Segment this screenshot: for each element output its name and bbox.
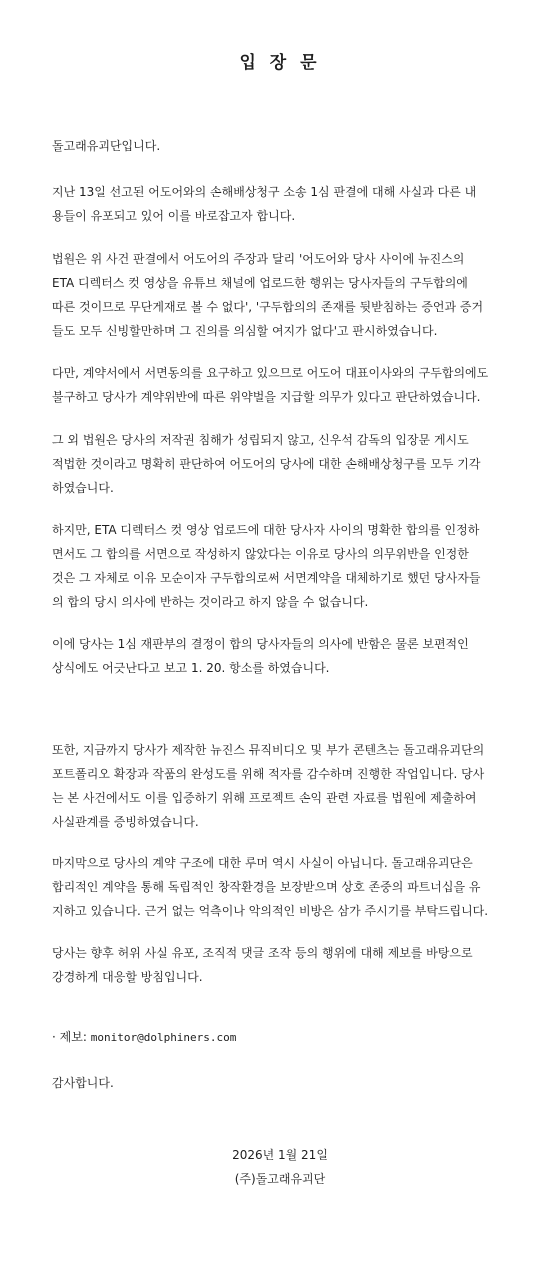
signature: (주)돌고래유괴단 — [234, 1172, 326, 1186]
paragraph-line: 그 외 법원은 당사의 저작권 침해가 성립되지 않고, 신우석 감독의 입장문 게시도 — [52, 433, 469, 447]
document-title: 입 장 문 — [239, 53, 321, 73]
paragraph-line: 불구하고 당사가 계약위반에 따른 위약벌을 지급할 의무가 있다고 판단하였습니다. — [52, 390, 481, 404]
closing: 감사합니다. — [52, 1076, 114, 1090]
contact-email[interactable]: monitor@dolphiners.com — [90, 1031, 237, 1044]
paragraph-line: 당사는 향후 허위 사실 유포, 조직적 댓글 조작 등의 행위에 대해 제보를 바탕으로 — [52, 946, 473, 960]
paragraph-line: 것은 그 자체로 이유 모순이자 구두합의로써 서면계약을 대체하기로 했던 당사자들 — [52, 571, 481, 585]
paragraph-line: 따른 것이므로 무단게재로 볼 수 없다', '구두합의의 존재를 뒷받침하는 증언과 증거 — [52, 300, 484, 314]
paragraph-line: 법원은 위 사건 판결에서 어도어의 주장과 달리 '어도어와 당사 사이에 뉴진스의 — [52, 252, 465, 266]
bullet: · — [52, 1030, 56, 1044]
paragraph-3 — [52, 361, 510, 409]
paragraph-line: 사실관계를 증빙하였습니다. — [52, 815, 199, 829]
paragraph-line: 강경하게 대응할 방침입니다. — [52, 970, 203, 984]
paragraph-line: 상식에도 어긋난다고 보고 1. 20. 항소를 하였습니다. — [52, 661, 330, 675]
paragraph-line: 면서도 그 합의를 서면으로 작성하지 않았다는 이유로 당사의 의무위반을 인정한 — [52, 547, 469, 561]
paragraph-9 — [52, 941, 510, 989]
paragraph-line: 적법한 것이라고 명확히 판단하여 어도어의 당사에 대한 손해배상청구를 모두 기각 — [52, 457, 481, 471]
paragraph-5 — [52, 518, 510, 614]
paragraph-1 — [52, 180, 510, 228]
contact-label: 제보: — [59, 1030, 87, 1044]
paragraph-line: ETA 디렉터스 컷 영상을 유튜브 채널에 업로드한 행위는 당사자들의 구두합의에 — [52, 276, 468, 290]
greeting-line: 돌고래유괴단입니다. — [52, 139, 161, 153]
paragraph-line: 용들이 유포되고 있어 이를 바로잡고자 합니다. — [52, 209, 296, 223]
paragraph-line: 마지막으로 당사의 계약 구조에 대한 루머 역시 사실이 아닙니다. 돌고래유괴단은 — [52, 856, 473, 870]
paragraph-line: 또한, 지금까지 당사가 제작한 뉴진스 뮤직비디오 및 부가 콘텐츠는 돌고래유괴단의 — [52, 743, 485, 757]
paragraph-2 — [52, 247, 510, 343]
greeting — [52, 134, 510, 158]
paragraph-line: 다만, 계약서에서 서면동의를 요구하고 있으므로 어도어 대표이사와의 구두합의에도 — [52, 366, 489, 380]
paragraph-line: 지난 13일 선고된 어도어와의 손해배상청구 소송 1심 판결에 대해 사실과 다른 내 — [52, 185, 477, 199]
paragraph-line: 의 합의 당시 의사에 반하는 것이라고 하지 않을 수 없습니다. — [52, 595, 369, 609]
contact-line — [52, 1025, 510, 1050]
paragraph-4 — [52, 428, 510, 500]
paragraph-line: 지하고 있습니다. 근거 없는 억측이나 악의적인 비방은 삼가 주시기를 부탁드립니다. — [52, 904, 489, 918]
paragraph-7 — [52, 738, 510, 834]
paragraph-line: 하였습니다. — [52, 481, 114, 495]
paragraph-8 — [52, 851, 510, 923]
paragraph-line: 하지만, ETA 디렉터스 컷 영상 업로드에 대한 당사자 사이의 명확한 합의를 인정하 — [52, 523, 480, 537]
paragraph-line: 합리적인 계약을 통해 독립적인 창작환경을 보장받으며 상호 존중의 파트너십을 유 — [52, 880, 481, 894]
document-date: 2026년 1월 21일 — [232, 1148, 328, 1162]
paragraph-6 — [52, 632, 510, 680]
paragraph-line: 포트폴리오 확장과 작품의 완성도를 위해 적자를 감수하며 진행한 작업입니다. 당사 — [52, 767, 485, 781]
paragraph-line: 들도 모두 신빙할만하며 그 진의를 의심할 여지가 없다'고 판시하였습니다. — [52, 324, 438, 338]
paragraph-line: 이에 당사는 1심 재판부의 결정이 합의 당사자들의 의사에 반함은 물론 보편적인 — [52, 637, 469, 651]
paragraph-line: 는 본 사건에서도 이를 입증하기 위해 프로젝트 손익 관련 자료를 법원에 제출하여 — [52, 791, 477, 805]
